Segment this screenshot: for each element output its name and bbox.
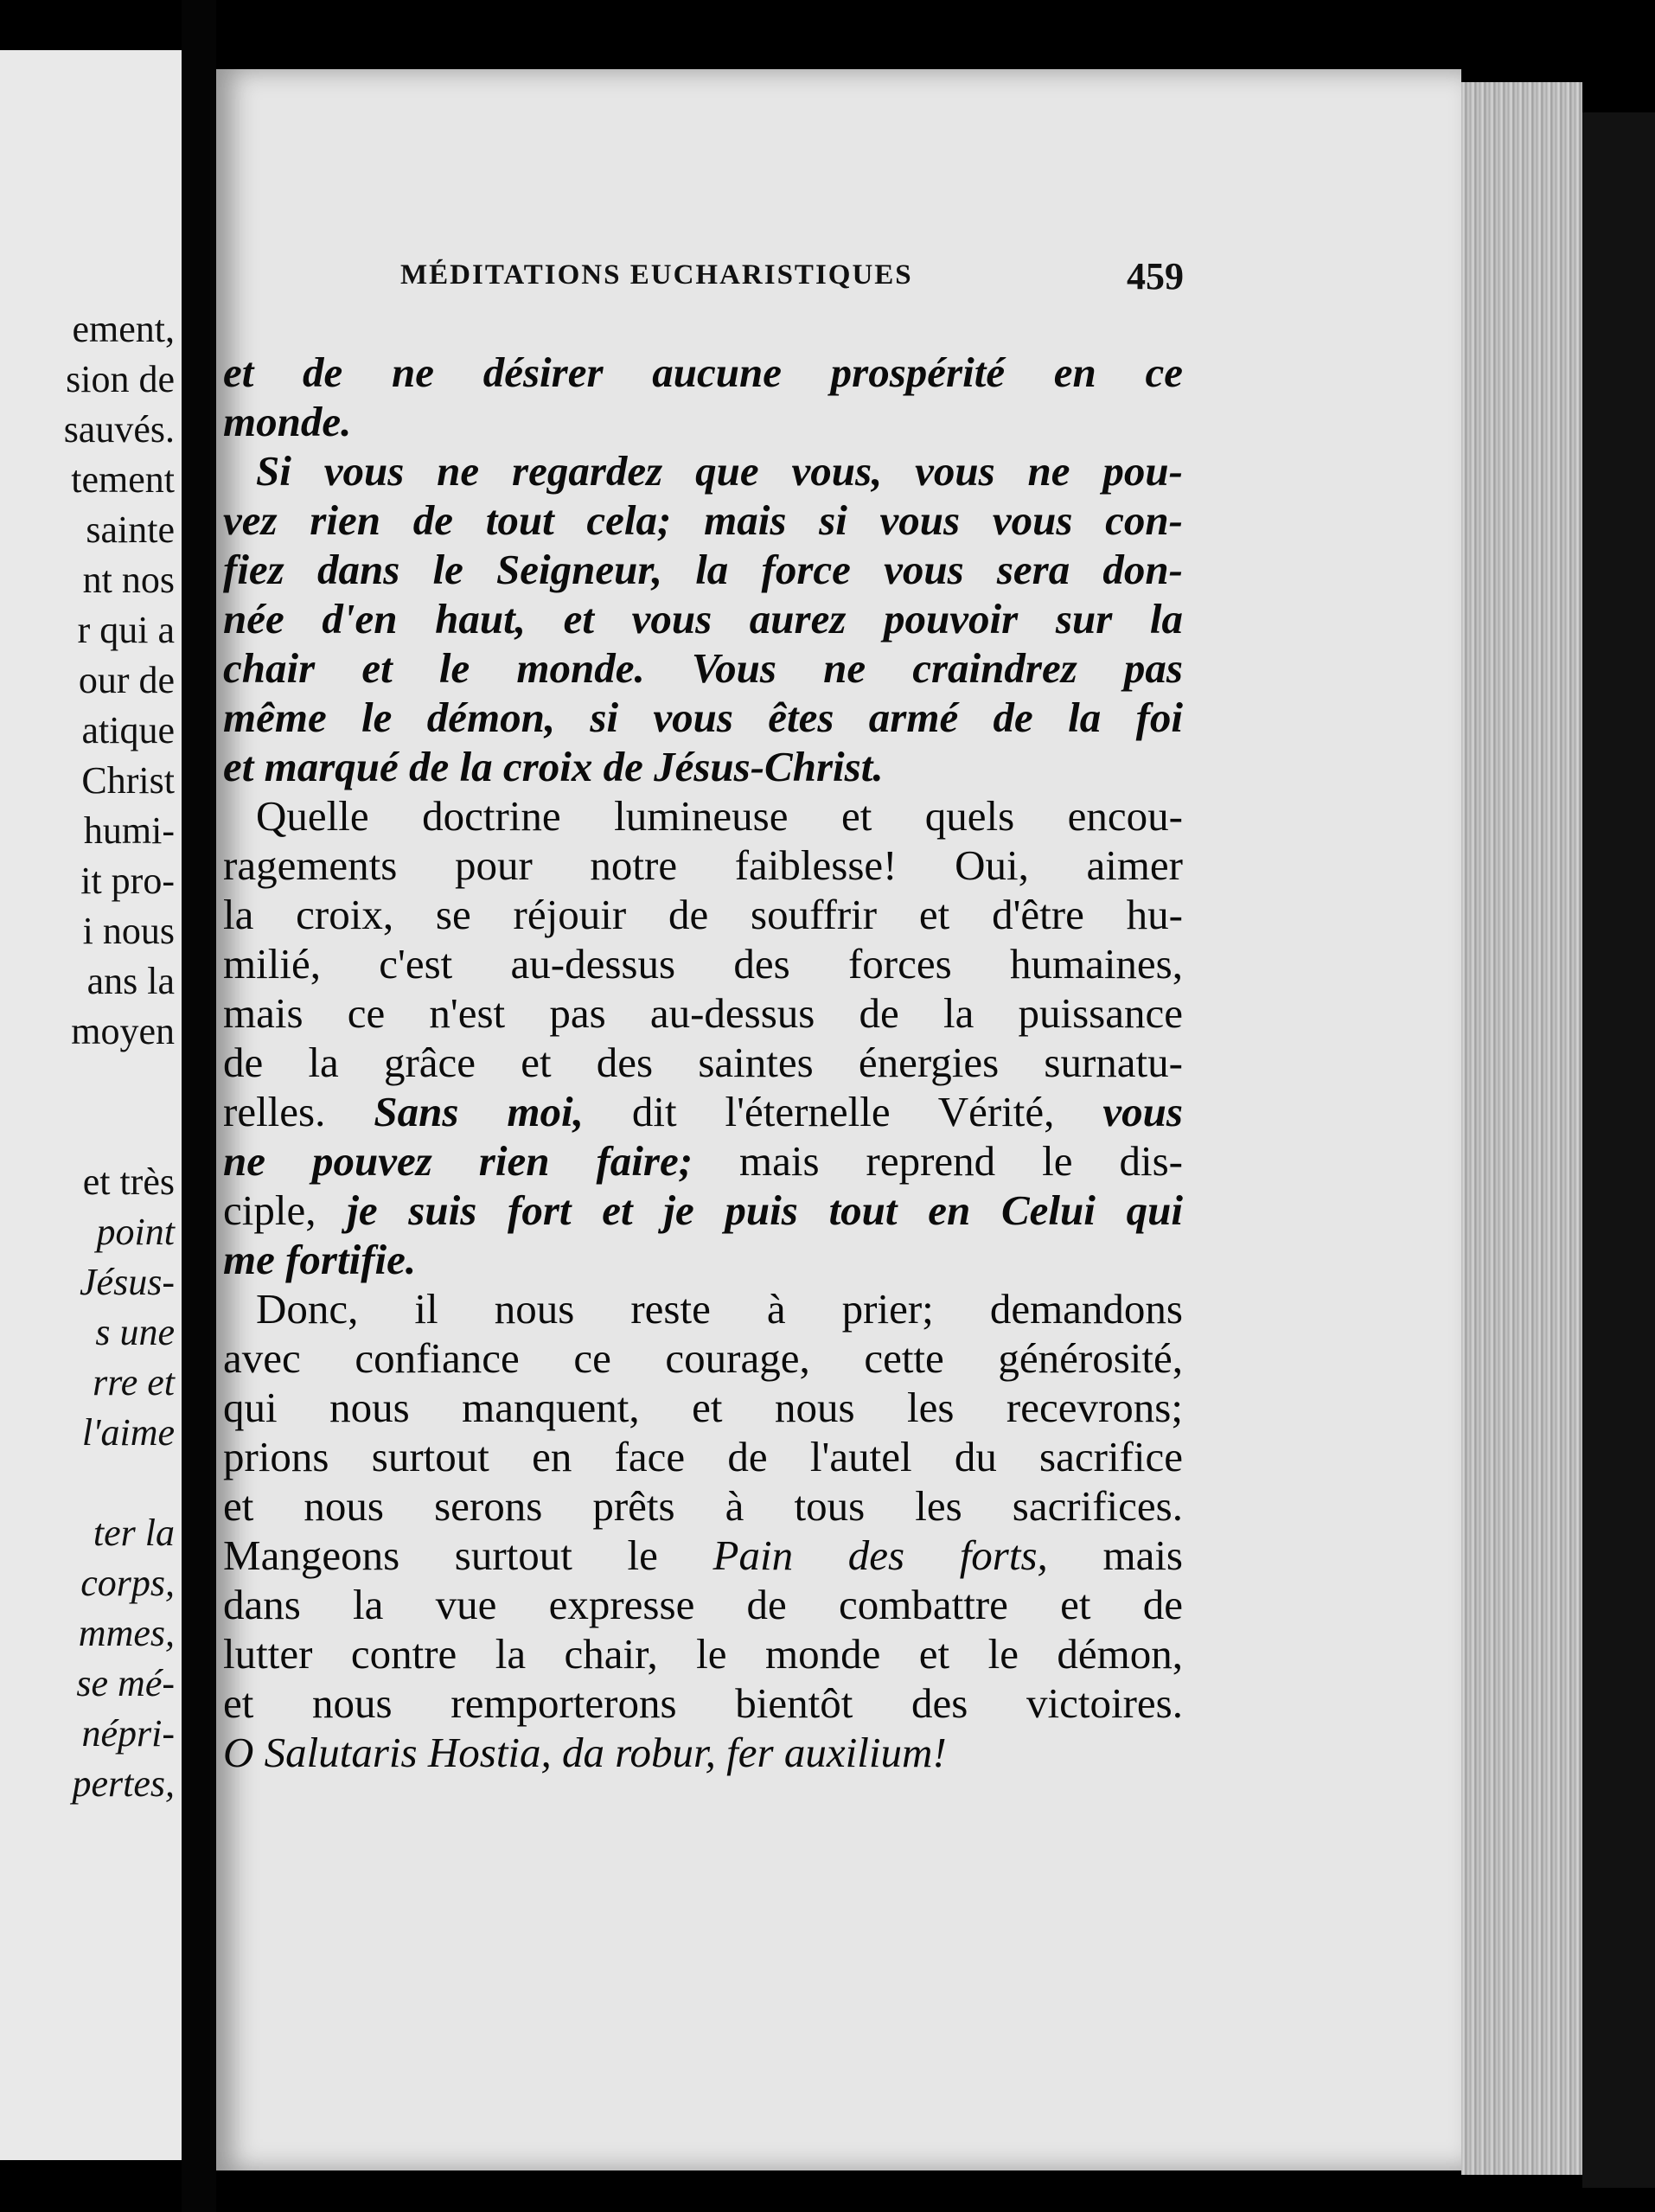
left-page-line: Christ [81,759,175,802]
left-page-line: moyen [71,1010,175,1052]
text-line [223,1629,1183,1678]
text-line [223,495,1183,545]
page-edge-shadow [1582,112,1655,2188]
text-segment: et marqué de la croix de Jésus-Christ. [223,743,884,790]
text-line [223,348,1183,397]
text-segment: Mangeons surtout le [223,1531,713,1579]
text-segment: vez rien de tout cela; mais si vous vous con- [223,496,1183,544]
text-segment: mais reprend le dis- [693,1137,1183,1185]
text-segment: ragements pour notre faiblesse! Oui, aimer [223,841,1183,889]
left-page-line: point [96,1211,175,1253]
page-body-text [223,348,1183,1777]
text-segment: avec confiance ce courage, cette générosité, [223,1334,1183,1382]
text-segment: et de ne désirer aucune prospérité en ce [223,348,1183,396]
left-page-line: pertes, [72,1762,175,1805]
text-line [223,397,1183,446]
text-segment: mais ce n'est pas au-dessus de la puissance [223,989,1183,1037]
left-page-line: rre et [93,1361,175,1403]
text-segment: je suis fort et je puis tout en Celui qui [347,1186,1183,1234]
text-segment: dans la vue expresse de combattre et de [223,1581,1183,1628]
text-line [223,742,1183,791]
text-segment: relles. [223,1088,374,1135]
text-segment: Si vous ne regardez que vous, vous ne pou- [256,447,1183,495]
page-number: 459 [1127,255,1184,297]
text-segment: qui nous manquent, et nous les recevrons; [223,1384,1183,1431]
left-page-line: our de [78,659,175,701]
text-line [223,841,1183,890]
text-segment: O Salutaris Hostia, da robur, fer auxilium! [223,1729,947,1776]
left-page-line: et très [82,1160,175,1203]
left-page-line: humi- [83,809,175,852]
text-segment: et nous serons prêts à tous les sacrifices. [223,1482,1183,1530]
left-page-line: nt nos [82,559,175,601]
text-line [223,1481,1183,1531]
left-page-line: s une [95,1311,175,1353]
text-segment: vous [1102,1088,1183,1135]
text-segment: chair et le monde. Vous ne craindrez pas [223,644,1183,692]
text-segment: la croix, se réjouir de souffrir et d'être hu- [223,891,1183,938]
text-line [223,1728,1183,1777]
text-line [223,1284,1183,1333]
text-segment: monde. [223,398,352,445]
text-line [223,1678,1183,1728]
left-page-line: ter la [93,1512,175,1554]
text-line [223,1136,1183,1186]
text-line [223,693,1183,742]
left-page-line: Jésus- [80,1261,175,1303]
text-line [223,1235,1183,1284]
text-line [223,1432,1183,1481]
text-line [223,545,1183,594]
running-title: MÉDITATIONS EUCHARISTIQUES [400,259,913,291]
text-line [223,1186,1183,1235]
left-page-line: mmes, [78,1612,175,1654]
text-segment: et nous remporterons bientôt des victoires. [223,1679,1183,1727]
text-line [223,939,1183,988]
left-page-line: it pro- [80,860,175,902]
left-page-line: ans la [86,960,175,1002]
left-page-line: sion de [66,358,175,400]
left-page-line: se mé- [76,1662,175,1704]
left-page-line: l'aime [81,1411,175,1454]
text-line [223,1333,1183,1383]
left-page-line: népri- [81,1712,175,1755]
text-segment: ciple, [223,1186,348,1234]
page-header [400,255,1184,303]
text-line [223,1580,1183,1629]
text-line [223,1038,1183,1087]
left-page-line: r qui a [77,609,175,651]
text-segment: me fortifie. [223,1236,417,1283]
text-line [223,791,1183,841]
left-page-line: sainte [86,508,175,551]
text-line [223,1383,1183,1432]
book-gutter [182,0,216,2212]
left-page-line: ement, [72,308,175,350]
left-page-line: sauvés. [63,408,175,451]
text-line [223,988,1183,1038]
text-line [223,1087,1183,1136]
page-stack-edge [1461,82,1582,2175]
text-line [223,643,1183,693]
text-segment: même le démon, si vous êtes armé de la foi [223,694,1183,741]
text-line [223,1531,1183,1580]
text-segment: lutter contre la chair, le monde et le démon, [223,1630,1183,1678]
text-segment: née d'en haut, et vous aurez pouvoir sur la [223,595,1183,643]
left-page-line: i nous [82,910,175,952]
text-segment: fiez dans le Seigneur, la force vous sera don- [223,546,1183,593]
text-segment: milié, c'est au-dessus des forces humaines, [223,940,1183,988]
text-segment: dit l'éternelle Vérité, [583,1088,1103,1135]
text-segment: ne pouvez rien faire; [223,1137,693,1185]
text-line [223,594,1183,643]
left-page-line: corps, [80,1562,175,1604]
text-segment: de la grâce et des saintes énergies surnatu- [223,1039,1183,1086]
left-facing-page [0,50,182,2160]
text-segment: Pain des forts, [712,1531,1048,1579]
left-page-line: tement [71,458,175,501]
left-page-line: atique [81,709,175,751]
text-segment: Donc, il nous reste à prier; demandons [256,1285,1183,1333]
text-line [223,446,1183,495]
text-line [223,890,1183,939]
text-segment: prions surtout en face de l'autel du sacrifice [223,1433,1183,1480]
text-segment: Sans moi, [374,1088,584,1135]
text-segment: Quelle doctrine lumineuse et quels encou- [256,792,1183,840]
text-segment: mais [1047,1531,1183,1579]
